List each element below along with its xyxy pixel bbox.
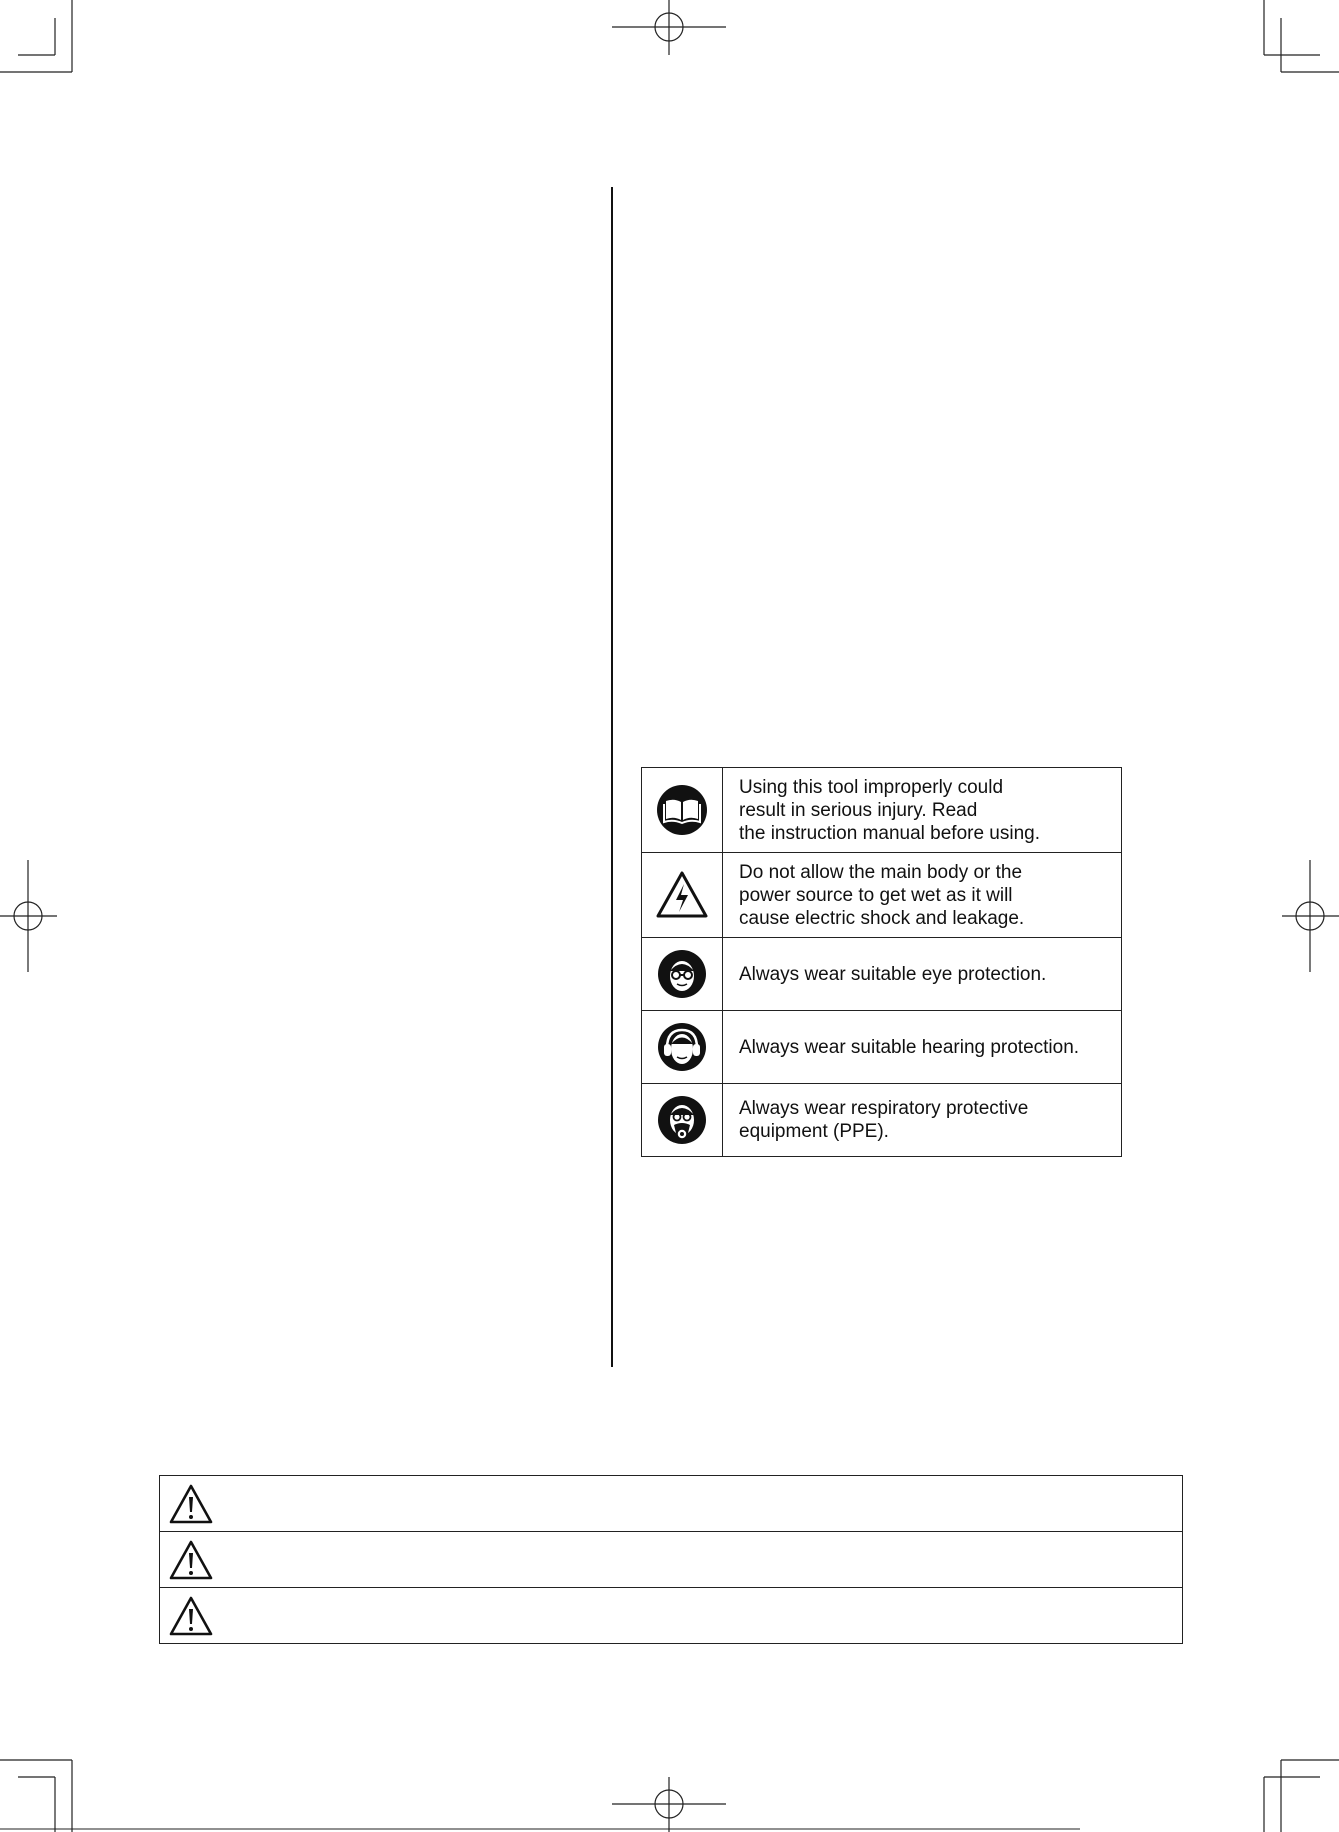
warning-icon-cell [160,1532,221,1588]
warning-row [160,1476,1183,1532]
symbol-icon-cell [642,853,723,938]
column-divider [611,187,613,1367]
warning-icon-cell [160,1588,221,1644]
symbol-icon-cell [642,1084,723,1157]
symbol-icon-cell [642,768,723,853]
warning-icon-cell [160,1476,221,1532]
symbol-description: Using this tool improperly could result in serious injury. Read the instruction manual before using. [723,768,1122,853]
symbol-row [642,1084,1122,1157]
read-manual-icon [656,784,708,836]
warning-levels-table [159,1475,1183,1644]
symbol-icon-cell [642,938,723,1011]
symbol-row [642,768,1122,853]
symbol-row [642,938,1122,1011]
hearing-protection-icon [657,1022,707,1072]
symbol-row [642,853,1122,938]
eye-protection-icon [657,949,707,999]
symbol-description: Do not allow the main body or the power source to get wet as it will cause electric shock and leakage. [723,853,1122,938]
warning-label-cell [220,1476,1183,1532]
warning-label-cell [220,1532,1183,1588]
electric-shock-warning-icon [655,870,709,920]
warning-triangle-icon [168,1595,214,1637]
safety-symbols-table [641,767,1122,1157]
warning-row [160,1588,1183,1644]
symbol-row [642,1011,1122,1084]
warning-triangle-icon [168,1539,214,1581]
symbol-description: Always wear suitable eye protection. [723,938,1122,1011]
symbol-description: Always wear suitable hearing protection. [723,1011,1122,1084]
warning-row [160,1532,1183,1588]
symbol-icon-cell [642,1011,723,1084]
warning-label-cell [220,1588,1183,1644]
warning-triangle-icon [168,1483,214,1525]
symbol-description: Always wear respiratory protective equipment (PPE). [723,1084,1122,1157]
respiratory-protection-icon [657,1095,707,1145]
